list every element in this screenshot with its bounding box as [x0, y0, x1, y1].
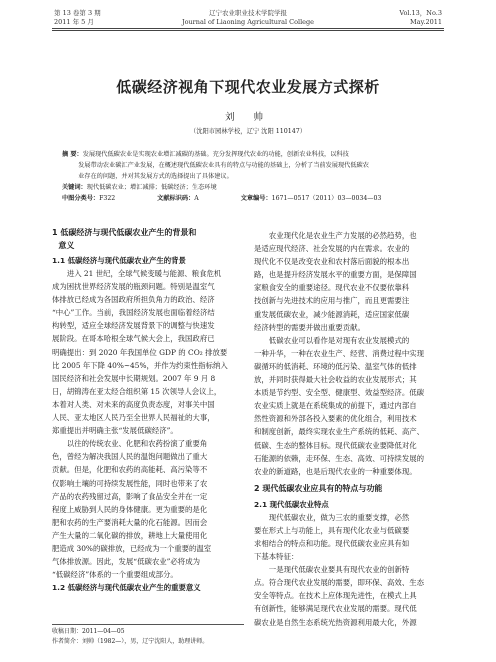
affiliation: （沈阳市园林学校，辽宁 沈阳 110147）	[189, 128, 307, 135]
left-paragraph-2: 以往的传统农业、化肥和农药扮演了重要角 色，曾经为解决我国人民的温饱问题做出了重大 贡献。但是，化肥和农药的高能耗、高污染等不 仅影响土壤的可持续发展性能，同时也带来了农 产品的农药残留过高，影响了食品安全并在一定 程度上威胁到人民的身体健康。更为重要的是化 肥和农药的生产要消耗大量的化石能源。因而会 产生大量的二氧化碳的排放，耕地上大量使用化 肥造成 30%的碳排放，已经成为一个重要的温室 气体排放源。因此，发展“低碳农业”必将成为 “低碳经济”体系的一个重要组成部分。	[52, 439, 212, 580]
volume-en: Vol.13，No.3	[399, 9, 442, 17]
issue-date: 2011 年 5 月	[54, 18, 94, 26]
left-paragraph-1: 进入 21 世纪，全球气候变暖与能源、粮食危机 成为困扰世界经济发展的瓶颈问题。特别是温室气 体排放已经成为各国政府所担负角力的政治、经济 “中心”工作。当前，我国经济发展也面临着经济结 构转型，适应全球经济发展背景下的调整与快速发 展阶段。在哥本哈根全球气候大会上，我国政府已 明确提出：到 2020 年我国单位 GDP 的 CO₂ 排放要 比 2005 年下降 40%~45%，并作为约束性指标纳入 国民经济和社会发展中长期规划。2007 年 9 月 8 日，胡锦涛在亚太经合组织第 15 次领导人会议上， 本着对人类、对未来的高度负责态度，对事关中国 人民、亚太地区人民乃至全世界人民福祉的大事， 郑重提出并明确主张“发展低碳经济”。	[52, 269, 228, 436]
section-1-heading: 1 低碳经济与现代低碳农业产生的背景和 意义	[52, 228, 197, 250]
footnote-rule	[52, 624, 244, 625]
abstract-line-1: 摘 要：发展现代低碳农业是实现农业增汇减碳的基础。充分发挥现代农业的功能，创新农业科技，以科技	[62, 151, 349, 158]
author-info-label: 作者简介：	[52, 638, 83, 645]
received-date: 2011—04—05	[82, 628, 125, 635]
section-2-1-heading: 2.1 现代低碳农业特点	[254, 499, 329, 509]
header-rule	[52, 28, 444, 29]
right-paragraph-4: 一是现代低碳农业要具有现代农业的创新特 点。符合现代农业发展的需要，即环保、高效、生态 安全等特点。在技术上应体现先进性，在模式上具 有创新性，能够满足现代农业发展的需要。现代低 碳农业是自然生态系统光热资源利用最大化，外源	[254, 565, 424, 627]
left-column	[52, 226, 244, 594]
received-label: 收稿日期：	[52, 628, 83, 635]
date-en: May.2011	[410, 18, 442, 26]
paper-title: 低碳经济视角下现代农业发展方式探析	[116, 78, 380, 96]
abstract-label: 摘 要：	[62, 151, 83, 158]
issue-number: 第 13 卷第 3 期	[54, 9, 101, 17]
classification-row: 中图分类号：F322 文献标识码：A 文章编号：1671—0517（2011）03—0034—03	[62, 195, 382, 202]
journal-name-cn: 辽宁农业职业技术学院学报	[209, 9, 287, 17]
section-2-heading: 2 现代低碳农业应具有的特点与功能	[254, 483, 383, 493]
right-paragraph-2: 低碳农业可以看作是对现有农业发展模式的 一种升华，一种在农业生产、经营、消费过程中实现 碳循环的低消耗、环境的低污染、温室气体的低排 放，并同时获得最大社会收益的农业发展形式；其 本质是节约型、安全型、健康型、效益型经济。低碳 农业实质上就是在系统集成的前提下，通过内部自 然性资源和外部各投入要素的优化组合，利用技术 和制度创新，最终实现农业生产系统的低耗、高产、 低碳、生态的整体目标。现代低碳农业要降低对化 石能源的依赖，走环保、生态、高效、可持续发展的 农业的新道路，也是后现代农业的一种重要体现。	[254, 335, 424, 476]
author: 刘 帅	[224, 112, 272, 123]
author-info: 刘帅（1982—），男，辽宁沈阳人，助理讲师。	[82, 638, 209, 645]
abstract-line-2: 发展带动农业碳汇产业发展，在概述现代低碳农业具有的特点与功能的基础上，分析了当前发展现代低碳农	[78, 162, 369, 169]
right-paragraph-3: 现代低碳农业，做为三农的重要支撑，必然 要在形式上与功能上，具有现代化农业与低碳要 求相结合的特点和功能。现代低碳农业应具有如 下基本特征：	[254, 512, 410, 562]
journal-name-en: Journal of Liaoning Agricultural College	[181, 18, 315, 26]
keywords: 关键词：现代低碳农业；增汇减排；低碳经济；生态环境	[62, 184, 217, 191]
header-rule-2	[52, 30, 444, 31]
right-column	[254, 229, 446, 629]
section-1-1-heading: 1.1 低碳经济与现代低碳农业产生的背景	[52, 256, 186, 265]
abstract	[62, 149, 434, 204]
keywords-label: 关键词：	[62, 184, 87, 191]
footnote	[52, 627, 252, 647]
section-1-2-heading: 1.2 低碳经济与现代低碳农业产生的重要意义	[52, 583, 201, 593]
right-paragraph-1: 农业现代化是农业生产力发展的必然趋势，也 是适应现代经济、社会发展的内在需求。农业的 现代化不仅是改变农业和农村落后面貌的根本出 路，也是提升经济发展水平的重要方面，是保障国 家粮食安全的重要途径。现代农业不仅要依靠科 技创新与先进技术的应用与推广，而且更需要注 重发展低碳农业，减少能源消耗，适应国家低碳 经济转型的需要并做出重要贡献。	[254, 231, 417, 332]
abstract-line-3: 业存在的问题，并对其发展方式的选择提出了具体建议。	[78, 173, 233, 180]
